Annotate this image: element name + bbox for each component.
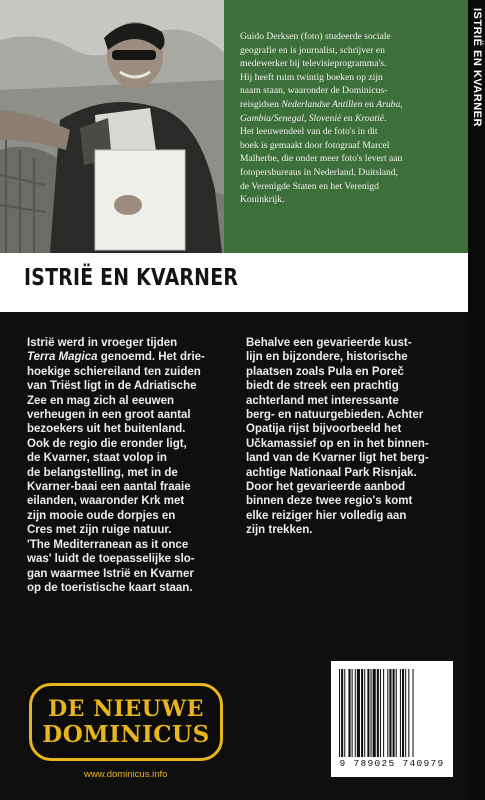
body-line: zijn trekken. <box>246 524 313 537</box>
bio-line: fotopersbureaus in Nederland, Duitsland, <box>240 166 398 178</box>
barcode-bar <box>396 669 397 757</box>
body-line: was' luidt de toepasselijke slo- <box>27 553 195 566</box>
body-line: de Kvarner, staat volop in <box>27 452 167 465</box>
body-line: Terra Magica genoemd. Het drie- <box>27 351 205 364</box>
barcode-bar <box>400 669 401 757</box>
publisher-logo <box>29 683 223 761</box>
body-line: Cres met zijn ruige natuur. <box>27 524 172 537</box>
barcode-bar <box>413 669 414 757</box>
barcode-bar <box>373 669 376 757</box>
bio-line: Gambia/Senegal, Slovenië en Kroatië. <box>240 112 387 124</box>
body-line: Kvarner-baai een aantal fraaie <box>27 481 191 494</box>
body-line: land van de Kvarner ligt het berg- <box>246 452 429 465</box>
website-link[interactable]: www.dominicus.info <box>84 769 168 780</box>
body-line: eilanden, waaronder Krk met <box>27 495 185 508</box>
barcode-bar <box>361 669 363 757</box>
barcode-bar <box>355 669 356 757</box>
body-line: hoekige schiereiland ten zuiden <box>27 365 201 378</box>
barcode <box>331 661 453 777</box>
body-column-left <box>27 336 237 595</box>
body-line: lijn en bijzondere, historische <box>246 351 408 364</box>
bio-line: medewerker bij televisieprogramma's. <box>240 58 387 70</box>
body-line: op de toeristische kaart staan. <box>27 581 193 594</box>
body-line: verheugen in een groot aantal <box>27 409 191 422</box>
body-line: berg- en natuurgebieden. Achter <box>246 409 424 422</box>
book-title: ISTRIË EN KVARNER <box>24 265 239 291</box>
body-line: Ook de regio die eronder ligt, <box>27 437 187 450</box>
barcode-bar <box>387 669 388 757</box>
author-bio <box>240 30 458 207</box>
barcode-number: 9 789025 740979 <box>339 758 445 769</box>
body-line: gan waarmee Istrië en Kvarner <box>27 567 194 580</box>
spine-title: ISTRIË EN KVARNER <box>471 8 483 127</box>
body-line: Opatija rijst bijvoorbeeld het <box>246 423 402 436</box>
barcode-bar <box>339 669 340 757</box>
author-photo <box>0 0 224 253</box>
bio-line: Hij heeft ruim twintig boeken op zijn <box>240 71 383 83</box>
barcode-bar <box>341 669 343 757</box>
bio-line: boek is gemaakt door fotograaf Marcel <box>240 139 390 151</box>
body-line: Zee en mag zich al eeuwen <box>27 394 174 407</box>
body-line: elke reiziger hier volledig aan <box>246 509 407 522</box>
barcode-bar <box>389 669 391 757</box>
title-band <box>0 253 468 312</box>
body-line: bezoekers uit het buitenland. <box>27 423 186 436</box>
barcode-bar <box>377 669 379 757</box>
bio-line: Koninkrijk. <box>240 194 285 206</box>
barcode-bar <box>367 669 369 757</box>
body-line: van Triëst ligt in de Adriatische <box>27 380 197 393</box>
body-line: 'The Mediterranean as it once <box>27 538 189 551</box>
barcode-bar <box>352 669 353 757</box>
barcode-bar <box>402 669 404 757</box>
barcode-bar <box>371 669 372 757</box>
barcode-bar <box>383 669 384 757</box>
barcode-bar <box>344 669 345 757</box>
barcode-bar <box>380 669 381 757</box>
barcode-bar <box>364 669 365 757</box>
barcode-bar <box>348 669 350 757</box>
body-line: plaatsen zoals Pula en Poreč <box>246 365 404 378</box>
bio-line: naam staan, waaronder de Dominicus- <box>240 85 388 97</box>
author-bio-panel <box>224 0 468 253</box>
body-line: Učkamassief op en in het binnen- <box>246 437 429 450</box>
barcode-bar <box>405 669 406 757</box>
body-line: Behalve een gevarieerde kust- <box>246 337 412 349</box>
bio-line: Malherbe, die onder meer foto's levert aan <box>240 153 403 165</box>
body-line: zijn mooie oude dorpjes en <box>27 509 176 522</box>
bio-line: Guido Derksen (foto) studeerde sociale <box>240 31 391 42</box>
logo-line-1: DE NIEUWE <box>48 696 204 722</box>
bio-line: Het leeuwendeel van de foto's in dit <box>240 126 378 138</box>
body-column-right <box>246 336 458 538</box>
logo-line-2: DOMINICUS <box>42 721 210 748</box>
body-line: achterland met interessante <box>246 394 399 407</box>
bio-line: de Verenigde Staten en het Verenigd <box>240 180 379 192</box>
body-line: biedt de streek een prachtig <box>246 380 399 393</box>
bio-line: reisgidsen Nederlandse Antillen en Aruba, <box>240 98 403 110</box>
barcode-bars <box>337 669 447 757</box>
bio-line: geografie en is journalist, schrijver en <box>240 44 385 56</box>
body-line: Istrië werd in vroeger tijden <box>27 337 178 349</box>
barcode-bar <box>393 669 395 757</box>
body-line: de belangstelling, met in de <box>27 466 178 479</box>
barcode-bar <box>357 669 360 757</box>
body-line: achtige Nationaal Park Risnjak. <box>246 466 417 479</box>
body-line: binnen deze twee regio's komt <box>246 495 413 508</box>
barcode-bar <box>408 669 409 757</box>
body-line: Door het gevarieerde aanbod <box>246 481 406 494</box>
